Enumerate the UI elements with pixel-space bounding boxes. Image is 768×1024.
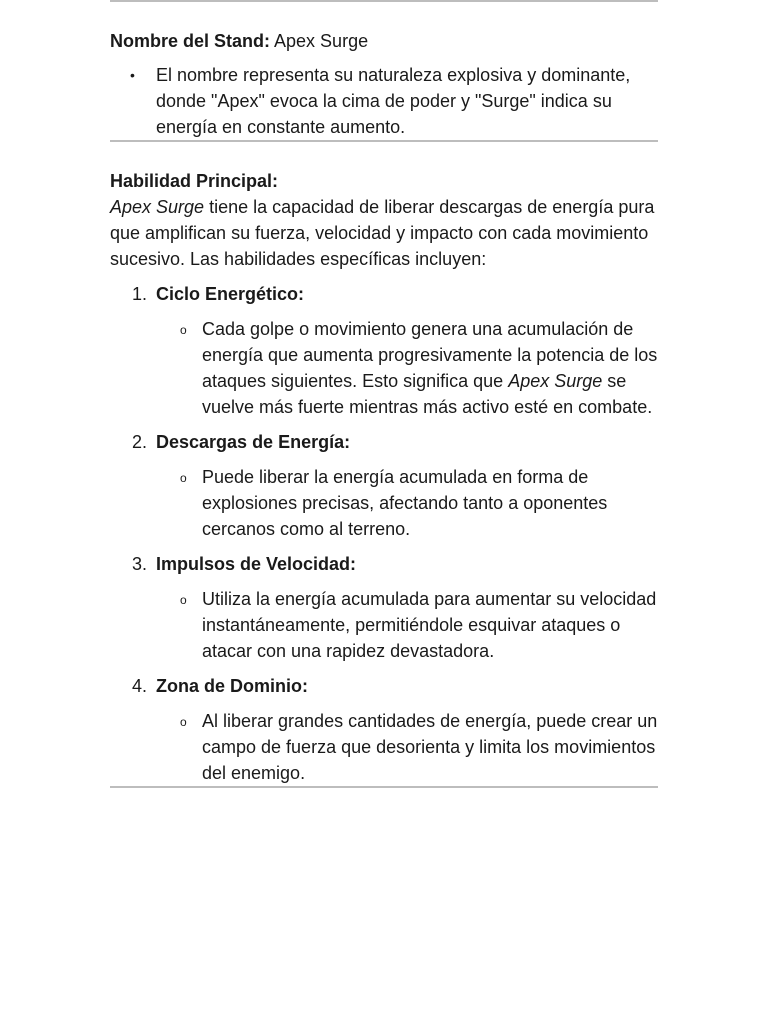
ability-heading: Habilidad Principal: xyxy=(110,171,279,191)
ability-intro-name: Apex Surge xyxy=(110,197,205,217)
stand-bullet-list xyxy=(110,62,658,140)
list-item xyxy=(110,62,658,140)
ability-title: Descargas de Energía: xyxy=(156,432,351,452)
ability-detail-list xyxy=(156,316,658,420)
list-number: 4. xyxy=(132,676,148,696)
stand-name-line xyxy=(110,28,658,54)
list-item xyxy=(156,708,658,786)
circle-bullet-icon: o xyxy=(180,471,187,485)
list-item xyxy=(110,551,658,664)
circle-bullet-icon: o xyxy=(180,323,187,337)
stand-name-explanation: El nombre representa su naturaleza explosiva y dominante, donde "Apex" evoca la cima de poder y "Surge" indica su energía en constante aumento. xyxy=(156,65,631,137)
horizontal-rule xyxy=(110,786,658,788)
ability-list xyxy=(110,281,658,786)
list-number: 3. xyxy=(132,554,148,574)
ability-title: Ciclo Energético: xyxy=(156,284,305,304)
ability-description: Puede liberar la energía acumulada en forma de explosiones precisas, afectando tanto a oponentes cercanos como al terreno. xyxy=(202,467,608,539)
list-item xyxy=(156,464,658,542)
ability-description: Utiliza la energía acumulada para aumentar su velocidad instantáneamente, permitiéndole esquivar ataques o atacar con una rapidez devastadora. xyxy=(202,589,657,661)
ability-detail-list xyxy=(156,464,658,542)
list-item xyxy=(156,586,658,664)
ability-description: Al liberar grandes cantidades de energía, puede crear un campo de fuerza que desorienta y limita los movimientos del enemigo. xyxy=(202,711,658,783)
horizontal-rule xyxy=(110,140,658,142)
list-item xyxy=(110,281,658,420)
ability-description: Cada golpe o movimiento genera una acumulación de energía que aumenta progresivamente la potencia de los ataques siguientes. Esto significa que Apex Surge se vuelve más fuerte mientras más activo esté en combate. xyxy=(202,319,658,417)
horizontal-rule xyxy=(110,0,658,2)
ability-detail-list xyxy=(156,586,658,664)
circle-bullet-icon: o xyxy=(180,715,187,729)
list-number: 2. xyxy=(132,432,148,452)
document-page xyxy=(110,0,658,788)
ability-intro-text: tiene la capacidad de liberar descargas de energía pura que amplifican su fuerza, velocidad y impacto con cada movimiento sucesivo. Las habilidades específicas incluyen: xyxy=(110,197,655,269)
stand-name-label: Nombre del Stand: xyxy=(110,31,271,51)
ability-title: Impulsos de Velocidad: xyxy=(156,554,357,574)
list-item xyxy=(156,316,658,420)
ability-title: Zona de Dominio: xyxy=(156,676,308,696)
list-number: 1. xyxy=(132,284,148,304)
list-item xyxy=(110,673,658,786)
stand-name-value: Apex Surge xyxy=(270,31,369,51)
ability-intro xyxy=(110,194,658,272)
ability-detail-list xyxy=(156,708,658,786)
circle-bullet-icon: o xyxy=(180,593,187,607)
list-item xyxy=(110,429,658,542)
